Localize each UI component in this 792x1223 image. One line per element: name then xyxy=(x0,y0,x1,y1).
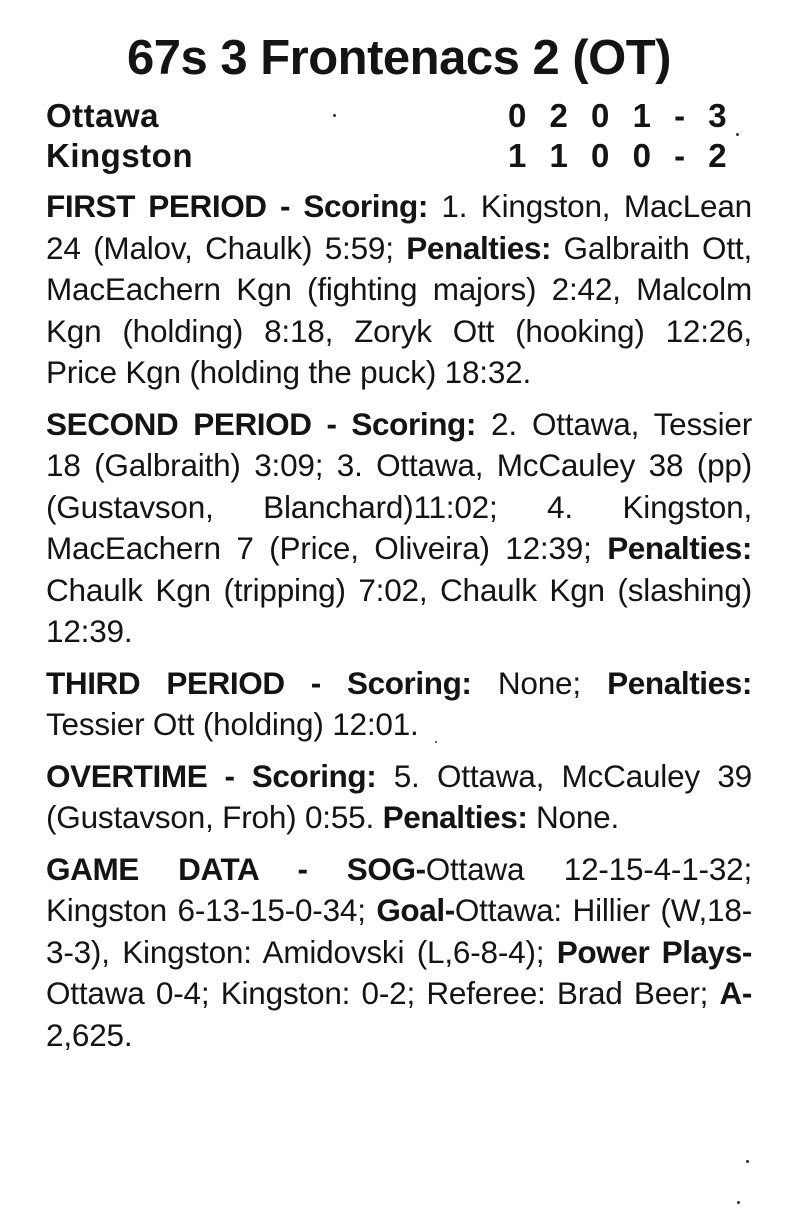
goal-label: Goal- xyxy=(376,892,455,928)
second-period-penalties-text: Chaulk Kgn (tripping) 7:02, Chaulk Kgn (slashing) 12:39. xyxy=(46,571,752,649)
sog-text: Ottawa 12-15-4-1-32; Kingston 6-13-15-0-34; xyxy=(46,850,753,928)
sog-label: SOG- xyxy=(346,850,426,887)
second-period-scoring-text: 2. Ottawa, Tessier 18 (Galbraith) 3:09; 3. Ottawa, McCauley 38 (pp) (Gustavson, Blanchard)11:02; 4. Kingston, MacEachern 7 (Price, Oliveira) 12:39; xyxy=(46,405,752,566)
scan-speck xyxy=(333,114,336,117)
first-period-scoring-text: 1. Kingston, MacLean 24 (Malov, Chaulk) 5:59; xyxy=(46,188,753,266)
overtime-scoring-text: 5. Ottawa, McCauley 39 (Gustavson, Froh) 0:55. xyxy=(46,757,752,835)
linescore-team: Ottawa xyxy=(46,97,160,134)
headline: 67s 3 Frontenacs 2 (OT) xyxy=(126,31,671,85)
scan-speck xyxy=(736,133,739,136)
scan-speck xyxy=(746,1160,749,1163)
boxscore-article xyxy=(46,28,752,1066)
first-period-penalties-label: Penalties: xyxy=(406,229,552,266)
game-data-summary xyxy=(46,849,752,1057)
second-period-summary xyxy=(46,404,752,653)
third-period-scoring-text: None; xyxy=(471,664,608,701)
first-period-scoring-label: Scoring: xyxy=(303,188,428,224)
second-period-heading: SECOND PERIOD - xyxy=(46,405,352,442)
first-period-penalties-text: Galbraith Ott, MacEachern Kgn (fighting majors) 2:42, Malcolm Kgn (holding) 8:18, Zoryk Ott (hooking) 12:26, Price Kgn (holding the puck) 18:32. xyxy=(46,229,752,390)
linescore xyxy=(46,96,752,176)
first-period-heading: FIRST PERIOD - xyxy=(46,188,304,224)
linescore-score: 0 2 0 1 - 3 xyxy=(508,97,734,134)
goal-text: Ottawa: Hillier (W,18-3-3), Kingston: Amidovski (L,6-8-4); xyxy=(46,892,752,970)
scan-speck xyxy=(435,741,437,743)
first-period-summary xyxy=(46,186,752,394)
linescore-team: Kingston xyxy=(46,137,193,174)
overtime-penalties-text: None. xyxy=(527,799,620,835)
linescore-score: 1 1 0 0 - 2 xyxy=(508,137,734,174)
third-period-scoring-label: Scoring: xyxy=(346,664,472,701)
linescore-row-ottawa xyxy=(46,96,752,136)
linescore-row-kingston xyxy=(46,136,752,176)
third-period-heading: THIRD PERIOD - xyxy=(46,664,347,701)
third-period-penalties-text: Tessier Ott (holding) 12:01. xyxy=(46,706,419,742)
second-period-penalties-label: Penalties: xyxy=(607,530,752,566)
second-period-scoring-label: Scoring: xyxy=(351,405,476,442)
attendance-text: 2,625. xyxy=(46,1016,133,1053)
overtime-scoring-label: Scoring: xyxy=(251,757,377,794)
overtime-heading: OVERTIME - xyxy=(46,757,252,794)
third-period-penalties-label: Penalties: xyxy=(607,664,752,701)
overtime-penalties-label: Penalties: xyxy=(382,799,528,835)
attendance-label: A- xyxy=(719,975,752,1011)
game-data-heading: GAME DATA - xyxy=(46,850,347,887)
scan-speck xyxy=(737,1201,740,1204)
third-period-summary xyxy=(46,663,752,746)
power-plays-text: Ottawa 0-4; Kingston: 0-2; Referee: Brad Beer; xyxy=(46,975,720,1011)
power-plays-label: Power Plays- xyxy=(556,933,753,970)
overtime-summary xyxy=(46,756,752,839)
